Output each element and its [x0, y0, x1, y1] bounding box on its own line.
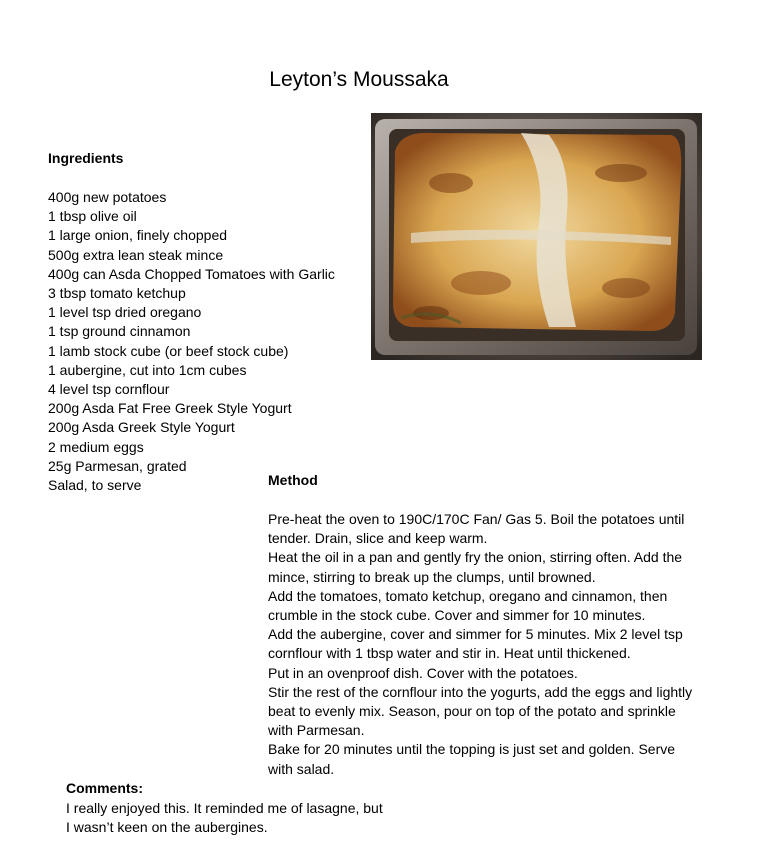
ingredient-item: 3 tbsp tomato ketchup — [48, 285, 186, 302]
ingredient-item: 1 tbsp olive oil — [48, 208, 137, 225]
comments-text — [66, 799, 383, 837]
ingredient-item: 400g new potatoes — [48, 189, 167, 205]
ingredient-item: 200g Asda Fat Free Greek Style Yogurt — [48, 400, 292, 417]
method-line: beat to evenly mix. Season, pour on top of the potato and sprinkle — [268, 703, 676, 720]
moussaka-photo — [371, 113, 702, 360]
method-line: mince, stirring to break up the clumps, until browned. — [268, 568, 596, 585]
ingredient-item: Salad, to serve — [48, 477, 142, 494]
ingredient-item: 400g can Asda Chopped Tomatoes with Garlic — [48, 265, 335, 282]
method-line: with Parmesan. — [268, 722, 365, 739]
method-line: Put in an ovenproof dish. Cover with the potatoes. — [268, 664, 578, 681]
ingredient-item: 1 large onion, finely chopped — [48, 227, 228, 244]
comments-heading: Comments: — [66, 780, 144, 796]
moussaka-dish-icon — [371, 113, 702, 360]
ingredient-item: 1 level tsp dried oregano — [48, 304, 202, 321]
ingredient-item: 4 level tsp cornflour — [48, 381, 170, 398]
method-line: cornflour with 1 tbsp water and stir in. Heat until thickened. — [268, 645, 631, 662]
method-line: tender. Drain, slice and keep warm. — [268, 530, 488, 547]
ingredient-item: 500g extra lean steak mince — [48, 246, 224, 263]
method-line: with salad. — [268, 760, 335, 777]
ingredient-item: 1 lamb stock cube (or beef stock cube) — [48, 342, 289, 359]
ingredient-item: 25g Parmesan, grated — [48, 457, 187, 474]
ingredient-item: 1 tsp ground cinnamon — [48, 323, 191, 340]
method-line: Heat the oil in a pan and gently fry the onion, stirring often. Add the — [268, 549, 683, 566]
method-line: Pre-heat the oven to 190C/170C Fan/ Gas 5. Boil the potatoes until — [268, 511, 685, 527]
method-line: Add the tomatoes, tomato ketchup, oregano and cinnamon, then — [268, 587, 668, 604]
ingredient-item: 200g Asda Greek Style Yogurt — [48, 419, 235, 436]
method-heading: Method — [268, 472, 318, 488]
method-line: Stir the rest of the cornflour into the yogurts, add the eggs and lightly — [268, 683, 693, 700]
method-line: Add the aubergine, cover and simmer for 5 minutes. Mix 2 level tsp — [268, 626, 683, 643]
page-title: Leyton’s Moussaka — [269, 68, 449, 91]
ingredient-item: 2 medium eggs — [48, 438, 144, 455]
ingredients-list — [48, 188, 335, 495]
method-instructions — [268, 510, 738, 779]
ingredients-heading: Ingredients — [48, 150, 124, 166]
method-line: crumble in the stock cube. Cover and simmer for 10 minutes. — [268, 607, 646, 624]
comment-line: I really enjoyed this. It reminded me of lasagne, but — [66, 800, 383, 816]
method-line: Bake for 20 minutes until the topping is just set and golden. Serve — [268, 741, 676, 758]
comment-line: I wasn’t keen on the aubergines. — [66, 819, 268, 836]
ingredient-item: 1 aubergine, cut into 1cm cubes — [48, 361, 247, 378]
